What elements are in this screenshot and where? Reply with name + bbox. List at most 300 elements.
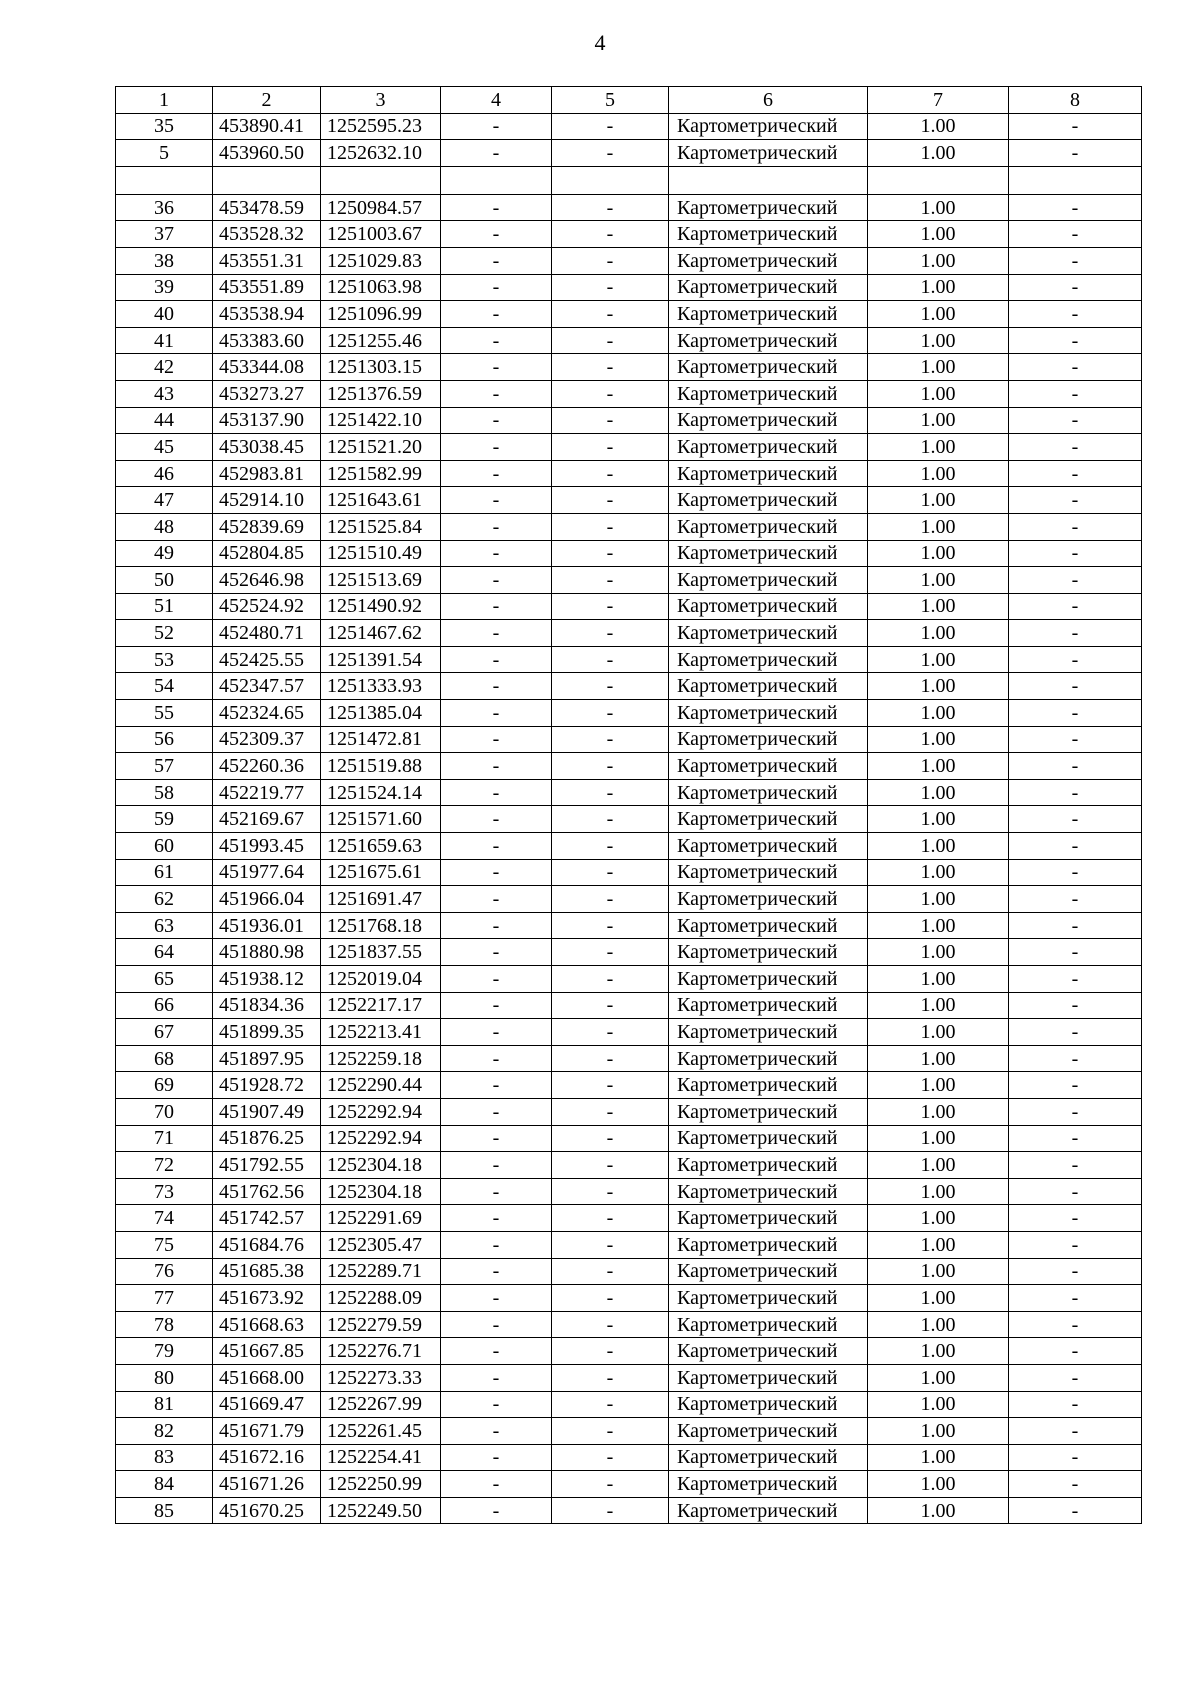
table-cell-col-4: - [441, 859, 552, 886]
table-row [116, 1019, 1142, 1046]
table-cell-col-7: 1.00 [868, 354, 1009, 381]
table-cell-col-3: 1251768.18 [321, 912, 441, 939]
table-cell-col-5: - [552, 1072, 669, 1099]
table-cell-col-1: 85 [116, 1497, 213, 1524]
table-cell-col-2: 453890.41 [213, 113, 321, 140]
table-cell-col-5: - [552, 753, 669, 780]
table-cell-col-6: Картометрический [669, 646, 868, 673]
table-cell-col-5: - [552, 301, 669, 328]
table-cell-col-7: 1.00 [868, 434, 1009, 461]
table-cell-col-1: 36 [116, 194, 213, 221]
table-cell-col-4: - [441, 1497, 552, 1524]
table-cell-col-7: 1.00 [868, 726, 1009, 753]
table-row [116, 113, 1142, 140]
table-cell-col-2: 451670.25 [213, 1497, 321, 1524]
table-row [116, 1311, 1142, 1338]
table-cell-col-8: - [1009, 593, 1142, 620]
table-cell-col-8: - [1009, 966, 1142, 993]
table-cell-col-2: 451742.57 [213, 1205, 321, 1232]
table-cell-col-1: 43 [116, 380, 213, 407]
table-cell-col-6: Картометрический [669, 966, 868, 993]
table-cell-col-1: 53 [116, 646, 213, 673]
table-cell-col-4: - [441, 327, 552, 354]
table-cell-col-8: - [1009, 1178, 1142, 1205]
table-cell-col-1: 61 [116, 859, 213, 886]
table-cell-col-4: - [441, 912, 552, 939]
table-cell-col-2: 453551.31 [213, 247, 321, 274]
table-cell-col-1: 70 [116, 1098, 213, 1125]
table-cell-col-7: 1.00 [868, 247, 1009, 274]
table-cell-col-2: 451966.04 [213, 886, 321, 913]
table-cell-col-1: 42 [116, 354, 213, 381]
table-cell-col-3: 1252217.17 [321, 992, 441, 1019]
table-cell-col-2: 453528.32 [213, 221, 321, 248]
table-row [116, 753, 1142, 780]
table-row [116, 886, 1142, 913]
table-row [116, 1205, 1142, 1232]
table-cell-col-2: 452914.10 [213, 487, 321, 514]
table-cell-col-6: Картометрический [669, 354, 868, 381]
table-cell-col-2: 451667.85 [213, 1338, 321, 1365]
page-number: 4 [594, 30, 606, 55]
column-header-5: 5 [552, 87, 669, 114]
table-cell-col-4: - [441, 806, 552, 833]
table-cell-col-2: 451792.55 [213, 1152, 321, 1179]
table-row [116, 274, 1142, 301]
table-cell-col-6: Картометрический [669, 700, 868, 727]
table-header-row [116, 87, 1142, 114]
table-row [116, 1125, 1142, 1152]
table-cell-col-6: Картометрический [669, 1019, 868, 1046]
table-cell-col-1: 41 [116, 327, 213, 354]
table-cell-col-6: Картометрический [669, 407, 868, 434]
table-cell-col-7: 1.00 [868, 620, 1009, 647]
table-cell-col-7: 1.00 [868, 859, 1009, 886]
table-cell-col-6: Картометрический [669, 833, 868, 860]
table-cell-col-3: 1251571.60 [321, 806, 441, 833]
table-cell-col-7: 1.00 [868, 380, 1009, 407]
table-cell-col-6: Картометрический [669, 327, 868, 354]
table-cell-col-4: - [441, 1045, 552, 1072]
table-row [116, 407, 1142, 434]
table-cell-col-6: Картометрический [669, 1364, 868, 1391]
table-cell-col-4: - [441, 1072, 552, 1099]
table-row [116, 806, 1142, 833]
table-cell-col-5: - [552, 327, 669, 354]
table-cell-col-4: - [441, 1364, 552, 1391]
table-cell-col-6: Картометрический [669, 460, 868, 487]
table-cell-col-1: 40 [116, 301, 213, 328]
table-cell-col-7: 1.00 [868, 567, 1009, 594]
table-cell-col-4: - [441, 1311, 552, 1338]
table-cell-col-2: 451668.63 [213, 1311, 321, 1338]
table-cell-col-2: 451668.00 [213, 1364, 321, 1391]
table-cell-col-1: 79 [116, 1338, 213, 1365]
table-cell-col-2: 451671.26 [213, 1471, 321, 1498]
table-cell-col-8: - [1009, 1205, 1142, 1232]
table-cell-col-1: 49 [116, 540, 213, 567]
table-cell-col-6: Картометрический [669, 567, 868, 594]
table-cell-col-5: - [552, 1311, 669, 1338]
table-row [116, 779, 1142, 806]
group-separator-row [116, 166, 1142, 194]
table-cell-col-8: - [1009, 487, 1142, 514]
table-body [116, 113, 1142, 1524]
table-cell-col-7: 1.00 [868, 327, 1009, 354]
table-cell-col-2: 452260.36 [213, 753, 321, 780]
table-cell-col-4: - [441, 407, 552, 434]
table-cell-col-4: - [441, 1152, 552, 1179]
table-cell-col-3: 1252291.69 [321, 1205, 441, 1232]
table-row [116, 700, 1142, 727]
table-cell-col-6: Картометрический [669, 1178, 868, 1205]
table-cell-col-4: - [441, 833, 552, 860]
table-cell-col-6: Картометрический [669, 1418, 868, 1445]
table-cell-col-8: - [1009, 1285, 1142, 1312]
table-cell-col-6: Картометрический [669, 593, 868, 620]
table-cell-col-8: - [1009, 673, 1142, 700]
table-cell-col-8: - [1009, 113, 1142, 140]
column-header-6: 6 [669, 87, 868, 114]
table-cell-col-6: Картометрический [669, 992, 868, 1019]
table-cell-col-1: 56 [116, 726, 213, 753]
table-cell-col-6: Картометрический [669, 301, 868, 328]
table-cell-col-2: 451936.01 [213, 912, 321, 939]
column-header-3: 3 [321, 87, 441, 114]
table-row [116, 859, 1142, 886]
table-cell-col-2: 451897.95 [213, 1045, 321, 1072]
table-cell-col-3: 1252267.99 [321, 1391, 441, 1418]
table-cell-col-3: 1252292.94 [321, 1125, 441, 1152]
table-cell-col-4: - [441, 1471, 552, 1498]
table-cell-col-5: - [552, 274, 669, 301]
table-cell-col-2: 451928.72 [213, 1072, 321, 1099]
table-cell-col-7: 1.00 [868, 1338, 1009, 1365]
table-cell-col-5: - [552, 806, 669, 833]
table-cell-col-4: - [441, 673, 552, 700]
table-cell-col-3: 1251472.81 [321, 726, 441, 753]
table-cell-col-4: - [441, 113, 552, 140]
table-cell-col-7: 1.00 [868, 593, 1009, 620]
table-cell-col-8: - [1009, 1019, 1142, 1046]
table-cell-col-8: - [1009, 1391, 1142, 1418]
table-cell-col-5: - [552, 1152, 669, 1179]
table-cell-col-1: 84 [116, 1471, 213, 1498]
table-cell-col-2: 452524.92 [213, 593, 321, 620]
table-cell-col-4: - [441, 886, 552, 913]
table-cell-col-3: 1252279.59 [321, 1311, 441, 1338]
table-cell-col-8: - [1009, 1418, 1142, 1445]
table-cell-col-7: 1.00 [868, 194, 1009, 221]
table-cell-col-8: - [1009, 806, 1142, 833]
table-cell-col-7: 1.00 [868, 833, 1009, 860]
table-cell-col-2: 451685.38 [213, 1258, 321, 1285]
table-cell-col-8: - [1009, 939, 1142, 966]
table-cell-col-5: - [552, 1019, 669, 1046]
empty-cell [669, 166, 868, 194]
table-cell-col-5: - [552, 1391, 669, 1418]
table-cell-col-6: Картометрический [669, 673, 868, 700]
table-cell-col-2: 453038.45 [213, 434, 321, 461]
table-cell-col-6: Картометрический [669, 1098, 868, 1125]
table-cell-col-8: - [1009, 194, 1142, 221]
table-cell-col-5: - [552, 434, 669, 461]
table-cell-col-5: - [552, 886, 669, 913]
table-cell-col-2: 451876.25 [213, 1125, 321, 1152]
table-cell-col-7: 1.00 [868, 1178, 1009, 1205]
table-cell-col-5: - [552, 487, 669, 514]
table-row [116, 301, 1142, 328]
table-row [116, 992, 1142, 1019]
table-cell-col-7: 1.00 [868, 1125, 1009, 1152]
table-cell-col-4: - [441, 487, 552, 514]
table-cell-col-5: - [552, 1258, 669, 1285]
table-cell-col-3: 1251255.46 [321, 327, 441, 354]
table-cell-col-7: 1.00 [868, 1364, 1009, 1391]
table-cell-col-5: - [552, 779, 669, 806]
table-cell-col-4: - [441, 726, 552, 753]
table-row [116, 513, 1142, 540]
table-cell-col-3: 1251659.63 [321, 833, 441, 860]
column-header-8: 8 [1009, 87, 1142, 114]
table-cell-col-6: Картометрический [669, 726, 868, 753]
table-row [116, 1072, 1142, 1099]
table-cell-col-7: 1.00 [868, 1497, 1009, 1524]
table-cell-col-1: 50 [116, 567, 213, 594]
column-header-7: 7 [868, 87, 1009, 114]
table-cell-col-2: 452983.81 [213, 460, 321, 487]
table-cell-col-8: - [1009, 407, 1142, 434]
empty-cell [116, 166, 213, 194]
table-cell-col-7: 1.00 [868, 806, 1009, 833]
table-cell-col-3: 1252289.71 [321, 1258, 441, 1285]
table-cell-col-8: - [1009, 460, 1142, 487]
table-cell-col-4: - [441, 593, 552, 620]
table-row [116, 221, 1142, 248]
table-cell-col-1: 59 [116, 806, 213, 833]
table-cell-col-5: - [552, 113, 669, 140]
table-cell-col-3: 1252254.41 [321, 1444, 441, 1471]
table-cell-col-1: 57 [116, 753, 213, 780]
table-cell-col-8: - [1009, 912, 1142, 939]
table-cell-col-4: - [441, 354, 552, 381]
table-cell-col-6: Картометрический [669, 540, 868, 567]
table-cell-col-8: - [1009, 301, 1142, 328]
table-row [116, 567, 1142, 594]
table-row [116, 1178, 1142, 1205]
table-cell-col-7: 1.00 [868, 1045, 1009, 1072]
table-cell-col-3: 1251376.59 [321, 380, 441, 407]
table-cell-col-7: 1.00 [868, 992, 1009, 1019]
table-cell-col-7: 1.00 [868, 1418, 1009, 1445]
table-cell-col-3: 1251691.47 [321, 886, 441, 913]
table-cell-col-3: 1251467.62 [321, 620, 441, 647]
table-cell-col-4: - [441, 1019, 552, 1046]
empty-cell [552, 166, 669, 194]
table-cell-col-2: 452169.67 [213, 806, 321, 833]
table-cell-col-7: 1.00 [868, 700, 1009, 727]
table-cell-col-8: - [1009, 221, 1142, 248]
table-cell-col-2: 452219.77 [213, 779, 321, 806]
table-cell-col-7: 1.00 [868, 1231, 1009, 1258]
column-header-2: 2 [213, 87, 321, 114]
table-row [116, 1258, 1142, 1285]
table-cell-col-2: 452425.55 [213, 646, 321, 673]
table-cell-col-3: 1252259.18 [321, 1045, 441, 1072]
table-cell-col-1: 76 [116, 1258, 213, 1285]
table-cell-col-6: Картометрический [669, 247, 868, 274]
table-cell-col-6: Картометрический [669, 753, 868, 780]
table-cell-col-3: 1251675.61 [321, 859, 441, 886]
table-cell-col-4: - [441, 1391, 552, 1418]
table-cell-col-5: - [552, 1497, 669, 1524]
table-cell-col-3: 1252276.71 [321, 1338, 441, 1365]
table-cell-col-4: - [441, 1444, 552, 1471]
table-row [116, 194, 1142, 221]
table-cell-col-4: - [441, 301, 552, 328]
table-cell-col-6: Картометрический [669, 1125, 868, 1152]
table-cell-col-1: 51 [116, 593, 213, 620]
table-cell-col-7: 1.00 [868, 779, 1009, 806]
table-cell-col-1: 68 [116, 1045, 213, 1072]
table-cell-col-6: Картометрический [669, 487, 868, 514]
table-cell-col-3: 1251524.14 [321, 779, 441, 806]
table-cell-col-8: - [1009, 646, 1142, 673]
table-row [116, 380, 1142, 407]
table-cell-col-2: 451762.56 [213, 1178, 321, 1205]
table-cell-col-8: - [1009, 700, 1142, 727]
table-cell-col-5: - [552, 646, 669, 673]
table-cell-col-1: 37 [116, 221, 213, 248]
table-cell-col-2: 452804.85 [213, 540, 321, 567]
table-cell-col-2: 451672.16 [213, 1444, 321, 1471]
table-cell-col-8: - [1009, 1072, 1142, 1099]
table-row [116, 1418, 1142, 1445]
table-cell-col-4: - [441, 380, 552, 407]
table-cell-col-2: 453273.27 [213, 380, 321, 407]
table-cell-col-5: - [552, 1444, 669, 1471]
table-cell-col-4: - [441, 221, 552, 248]
table-cell-col-5: - [552, 513, 669, 540]
table-cell-col-3: 1250984.57 [321, 194, 441, 221]
table-cell-col-6: Картометрический [669, 620, 868, 647]
table-cell-col-8: - [1009, 1497, 1142, 1524]
table-row [116, 327, 1142, 354]
table-cell-col-5: - [552, 247, 669, 274]
table-cell-col-3: 1252290.44 [321, 1072, 441, 1099]
table-cell-col-4: - [441, 620, 552, 647]
table-row [116, 354, 1142, 381]
table-cell-col-4: - [441, 567, 552, 594]
table-cell-col-4: - [441, 1258, 552, 1285]
column-header-4: 4 [441, 87, 552, 114]
table-cell-col-3: 1251582.99 [321, 460, 441, 487]
table-cell-col-7: 1.00 [868, 886, 1009, 913]
table-cell-col-1: 60 [116, 833, 213, 860]
table-cell-col-1: 5 [116, 140, 213, 167]
table-cell-col-7: 1.00 [868, 966, 1009, 993]
table-cell-col-6: Картометрический [669, 221, 868, 248]
table-cell-col-7: 1.00 [868, 753, 1009, 780]
table-cell-col-7: 1.00 [868, 1098, 1009, 1125]
table-cell-col-1: 52 [116, 620, 213, 647]
table-cell-col-5: - [552, 1285, 669, 1312]
table-row [116, 1497, 1142, 1524]
table-cell-col-3: 1252305.47 [321, 1231, 441, 1258]
table-cell-col-5: - [552, 833, 669, 860]
table-row [116, 1391, 1142, 1418]
table-row [116, 434, 1142, 461]
table-cell-col-1: 66 [116, 992, 213, 1019]
table-cell-col-8: - [1009, 1231, 1142, 1258]
table-cell-col-6: Картометрический [669, 1285, 868, 1312]
table-cell-col-6: Картометрический [669, 434, 868, 461]
table-row [116, 487, 1142, 514]
table-cell-col-5: - [552, 673, 669, 700]
table-cell-col-8: - [1009, 434, 1142, 461]
empty-cell [441, 166, 552, 194]
table-cell-col-3: 1251837.55 [321, 939, 441, 966]
table-cell-col-5: - [552, 1364, 669, 1391]
table-cell-col-3: 1251510.49 [321, 540, 441, 567]
table-cell-col-2: 452480.71 [213, 620, 321, 647]
table-cell-col-8: - [1009, 753, 1142, 780]
table-cell-col-1: 71 [116, 1125, 213, 1152]
table-cell-col-7: 1.00 [868, 1391, 1009, 1418]
table-cell-col-7: 1.00 [868, 1205, 1009, 1232]
table-cell-col-8: - [1009, 1045, 1142, 1072]
table-cell-col-2: 453478.59 [213, 194, 321, 221]
table-row [116, 673, 1142, 700]
table-cell-col-7: 1.00 [868, 1444, 1009, 1471]
table-row [116, 1152, 1142, 1179]
table-cell-col-4: - [441, 460, 552, 487]
table-cell-col-1: 77 [116, 1285, 213, 1312]
table-cell-col-3: 1251096.99 [321, 301, 441, 328]
table-cell-col-4: - [441, 194, 552, 221]
table-cell-col-5: - [552, 1045, 669, 1072]
table-cell-col-7: 1.00 [868, 513, 1009, 540]
table-cell-col-2: 451669.47 [213, 1391, 321, 1418]
table-cell-col-7: 1.00 [868, 487, 1009, 514]
table-cell-col-7: 1.00 [868, 673, 1009, 700]
table-cell-col-6: Картометрический [669, 912, 868, 939]
table-cell-col-7: 1.00 [868, 407, 1009, 434]
table-cell-col-3: 1251063.98 [321, 274, 441, 301]
table-cell-col-8: - [1009, 886, 1142, 913]
table-cell-col-4: - [441, 140, 552, 167]
table-cell-col-1: 46 [116, 460, 213, 487]
table-cell-col-4: - [441, 247, 552, 274]
table-cell-col-1: 44 [116, 407, 213, 434]
table-cell-col-3: 1252304.18 [321, 1178, 441, 1205]
table-row [116, 646, 1142, 673]
table-cell-col-1: 81 [116, 1391, 213, 1418]
table-row [116, 1285, 1142, 1312]
table-cell-col-3: 1251422.10 [321, 407, 441, 434]
table-cell-col-7: 1.00 [868, 1152, 1009, 1179]
table-cell-col-4: - [441, 646, 552, 673]
table-cell-col-6: Картометрический [669, 274, 868, 301]
table-cell-col-3: 1252019.04 [321, 966, 441, 993]
table-cell-col-3: 1252288.09 [321, 1285, 441, 1312]
table-cell-col-5: - [552, 700, 669, 727]
table-cell-col-6: Картометрический [669, 859, 868, 886]
table-cell-col-6: Картометрический [669, 1471, 868, 1498]
table-cell-col-2: 451673.92 [213, 1285, 321, 1312]
table-cell-col-8: - [1009, 859, 1142, 886]
table-cell-col-8: - [1009, 513, 1142, 540]
